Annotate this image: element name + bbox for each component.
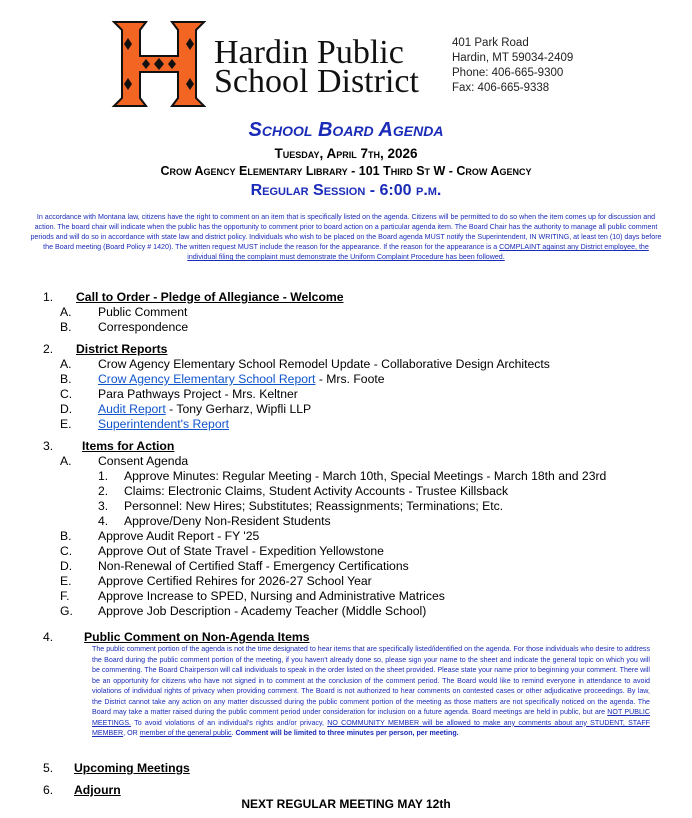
session-label: Regular Session - 6:00 p.m. xyxy=(250,182,442,199)
school-report-presenter: - Mrs. Foote xyxy=(315,372,385,386)
section-5-number: 5. xyxy=(43,761,54,775)
item-out-of-state-travel: Approve Out of State Travel - Expedition Yellowstone xyxy=(98,544,384,558)
address-city: Hardin, MT 59034-2409 xyxy=(452,52,574,64)
section-1-number: 1. xyxy=(43,290,54,304)
section-4-number: 4. xyxy=(43,630,54,644)
policy-time-limit: Comment will be limited to three minutes per person, per meeting. xyxy=(235,729,459,737)
item-letter: A. xyxy=(60,454,72,468)
item-matrices-increase: Approve Increase to SPED, Nursing and Administrative Matrices xyxy=(98,589,445,603)
item-correspondence: Correspondence xyxy=(98,320,189,334)
superintendent-report-link[interactable]: Superintendent's Report xyxy=(98,417,230,431)
audit-report-link[interactable]: Audit Report xyxy=(98,402,166,416)
item-letter: D. xyxy=(60,402,73,416)
section-3-number: 3. xyxy=(43,439,54,453)
policy-not-public-meetings: NOT PUBLIC MEETINGS. xyxy=(92,708,650,727)
policy-text: , OR xyxy=(123,729,140,737)
section-3-title: Items for Action xyxy=(82,439,175,453)
item-remodel-update: Crow Agency Elementary School Remodel Update - Collaborative Design Architects xyxy=(98,357,550,371)
item-letter: C. xyxy=(60,387,73,401)
subitem-approve-minutes: Approve Minutes: Regular Meeting - March 10th, Special Meetings - March 18th and 23rd xyxy=(124,469,607,483)
meeting-location: Crow Agency Elementary Library - 101 Third St W - Crow Agency xyxy=(160,164,532,178)
policy-general-public: member of the general public xyxy=(139,729,232,737)
policy-text: The public comment portion of the agenda is not the time designated to hear items that are specifically listed/identified on the agenda. For those individuals who desire to address the Board during the public comment portion of the meeting, if you haven't already done so, please sign your name to the sheet and indicate the general topic on which you will be commenting. The Board Chairperson will call individuals to speak in the order listed on the sheet provided. Please state your name prior to beginning your comment. There will be an opportunity for citizens who have not signed in to comment at the conclusion of the comment period. The Board would like to remind everyone in attendance to avoid violations of individual rights of privacy when providing comment. The Board is not authorized to hear comments on contested cases or other adjudicative proceedings. By law, the District cannot take any action on any matter discussed during the public comment portion of the meeting as those matters are not specifically noticed on the agenda. The Board may take a matter raised during the public comment period under consideration for inclusion on a future agenda. Board meetings are held in public, but are xyxy=(92,645,650,716)
item-letter: G. xyxy=(60,604,73,618)
subitem-personnel: Personnel: New Hires; Substitutes; Reassignments; Terminations; Etc. xyxy=(124,499,504,513)
policy-text: . xyxy=(231,729,236,737)
notice-text: In accordance with Montana law, citizens have the right to comment on an item that is specifically listed on the agenda. Citizens will be permitted to do so when the item comes up for discussion and action. The board chair will indicate when the public has the opportunity to comment prior to board action on a particular agenda item. The Board Chair has the authority to manage all public comment periods and will do so in accordance with state law and district policy. Individuals who wish to be placed on the Board agenda MUST notify the Superintendent, IN WRITING, at least ten (10) days before the Board meeting (Board Policy # 1420). The written request MUST include the reason for the appearance. If the reason for the appearance is a xyxy=(30,213,662,251)
meeting-date: Tuesday, April 7th, 2026 xyxy=(274,146,418,161)
item-approve-audit: Approve Audit Report - FY '25 xyxy=(98,529,260,543)
section-2-number: 2. xyxy=(43,342,54,356)
subitem-number: 4. xyxy=(98,514,109,528)
subitem-number: 1. xyxy=(98,469,109,483)
item-job-description: Approve Job Description - Academy Teacher (Middle School) xyxy=(98,604,427,618)
item-public-comment: Public Comment xyxy=(98,305,188,319)
subitem-claims: Claims: Electronic Claims, Student Activity Accounts - Trustee Killsback xyxy=(124,484,509,498)
org-name-line1: Hardin Public xyxy=(214,34,404,71)
subitem-number: 2. xyxy=(98,484,109,498)
item-letter: B. xyxy=(60,529,72,543)
item-letter: D. xyxy=(60,559,73,573)
item-letter: E. xyxy=(60,574,72,588)
item-non-renewal: Non-Renewal of Certified Staff - Emergency Certifications xyxy=(98,559,409,573)
item-certified-rehires: Approve Certified Rehires for 2026-27 School Year xyxy=(98,574,372,588)
agenda-title: School Board Agenda xyxy=(248,119,444,141)
address-phone: Phone: 406-665-9300 xyxy=(452,67,564,79)
item-letter: B. xyxy=(60,372,72,386)
item-letter: A. xyxy=(60,357,72,371)
item-superintendent-report xyxy=(98,417,229,431)
section-1-title: Call to Order - Pledge of Allegiance - Welcome xyxy=(76,290,344,304)
address-street: 401 Park Road xyxy=(452,37,529,49)
school-report-link[interactable]: Crow Agency Elementary School Report xyxy=(98,372,316,386)
next-meeting-note: NEXT REGULAR MEETING MAY 12th xyxy=(241,797,451,811)
item-letter: A. xyxy=(60,305,72,319)
audit-report-presenter: - Tony Gerharz, Wipfli LLP xyxy=(165,402,312,416)
section-6-title: Adjourn xyxy=(74,783,121,797)
item-school-report xyxy=(98,372,385,386)
item-letter: C. xyxy=(60,544,73,558)
district-logo xyxy=(110,18,208,110)
notice-complaint-text: COMPLAINT against any District employee, the individual filing the complaint must demonstrate the Uniform Complaint Procedure has been followed. xyxy=(187,243,649,261)
item-para-pathways: Para Pathways Project - Mrs. Keltner xyxy=(98,387,298,401)
subitem-non-resident: Approve/Deny Non-Resident Students xyxy=(124,514,331,528)
section-5-title: Upcoming Meetings xyxy=(74,761,190,775)
address-fax: Fax: 406-665-9338 xyxy=(452,82,550,94)
item-letter: E. xyxy=(60,417,72,431)
item-consent-agenda: Consent Agenda xyxy=(98,454,189,468)
section-2-title: District Reports xyxy=(76,342,168,356)
public-comment-policy xyxy=(92,644,650,739)
subitem-number: 3. xyxy=(98,499,109,513)
policy-text: To avoid violations of an individual's rights and/or privacy, xyxy=(131,718,328,727)
section-6-number: 6. xyxy=(43,783,54,797)
section-4-title: Public Comment on Non-Agenda Items xyxy=(84,630,310,644)
item-letter: B. xyxy=(60,320,72,334)
item-audit-report xyxy=(98,402,311,416)
org-name-line2: School District xyxy=(214,63,419,100)
item-letter: F. xyxy=(60,589,70,603)
public-comment-notice xyxy=(30,212,662,262)
policy-no-community-member: NO COMMUNITY MEMBER will be allowed to make any comments about any STUDENT, STAFF MEMBER xyxy=(92,718,651,737)
